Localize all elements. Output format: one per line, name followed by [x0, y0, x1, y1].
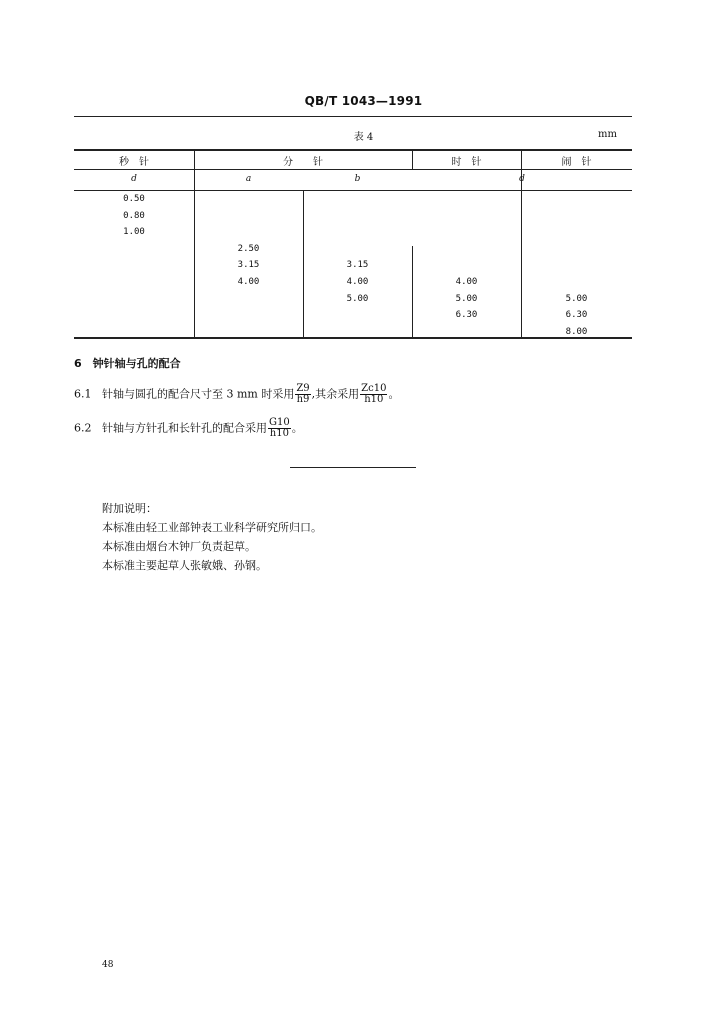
fit-fraction-g10-h10: $\frac{G10}{h10}$ [269, 417, 290, 439]
table-cell: 4.00 [346, 277, 369, 287]
table-caption: 表 4 [353, 132, 374, 143]
section-heading: 6 钟针轴与孔的配合 [74, 357, 181, 370]
table-cell: 1.00 [123, 227, 145, 238]
table-cell: 5.00 [455, 293, 478, 304]
clause-number: 6.1 [74, 387, 92, 401]
table-cell: 2.50 [237, 243, 260, 254]
clause-end: 。 [388, 387, 400, 401]
clause-number: 6.2 [74, 421, 92, 435]
fit-fraction-zc10-h10: $\frac{Zc10}{h10}$ [361, 383, 387, 405]
page-number: 48 [102, 960, 114, 970]
col-divider-3-body [412, 246, 413, 338]
table-unit: mm [598, 129, 617, 140]
note-line: 本标准由轻工业部钟表工业科学研究所归口。 [102, 521, 322, 534]
clause-end: 。 [291, 421, 303, 435]
table-cell: 4.00 [455, 277, 478, 287]
table-cell: 6.30 [565, 310, 588, 321]
table-cell: 5.00 [565, 293, 588, 304]
subheader-minute-a: a [245, 174, 252, 184]
clause-text: 针轴与方针孔和长针孔的配合采用 [102, 421, 267, 435]
subheader-hour-alarm-d: d [519, 174, 525, 184]
table-subheader-rule [74, 190, 632, 191]
table-cell: 3.15 [346, 260, 369, 271]
table-cell: 5.00 [346, 293, 369, 304]
standard-code: QB/T 1043—1991 [304, 94, 423, 108]
table-cell: 6.30 [455, 310, 478, 321]
table-cell: 0.50 [123, 194, 145, 204]
header-minute-hand: 分 针 [283, 157, 323, 168]
header-rule [74, 116, 632, 117]
table-top-rule [74, 149, 632, 151]
paragraph-6-2 [74, 418, 303, 439]
note-line: 本标准主要起草人张敏娥、孙钢。 [102, 559, 267, 572]
clause-text-mid: ,其余采用 [311, 387, 360, 401]
notes-title: 附加说明： [102, 502, 157, 515]
clause-text: 针轴与圆孔的配合尺寸至 3 mm 时采用 [102, 387, 295, 401]
table-cell: 3.15 [237, 260, 260, 271]
header-hour-hand: 时 针 [451, 157, 482, 168]
header-second-hand: 秒 针 [119, 157, 149, 168]
table-bottom-rule [74, 337, 632, 339]
table-cell: 4.00 [237, 277, 260, 287]
paragraph-6-1 [74, 384, 399, 405]
table-cell: 8.00 [565, 326, 588, 337]
subheader-minute-b: b [354, 174, 361, 184]
table-cell: 0.80 [123, 210, 145, 221]
table-header-rule [74, 169, 632, 170]
end-separator [290, 467, 416, 468]
note-line: 本标准由烟台木钟厂负责起草。 [102, 540, 256, 553]
header-alarm-hand: 闹 针 [561, 157, 592, 168]
fit-fraction-z9-h9: $\frac{Z9}{h9}$ [296, 383, 310, 405]
subheader-second-d: d [131, 174, 137, 184]
